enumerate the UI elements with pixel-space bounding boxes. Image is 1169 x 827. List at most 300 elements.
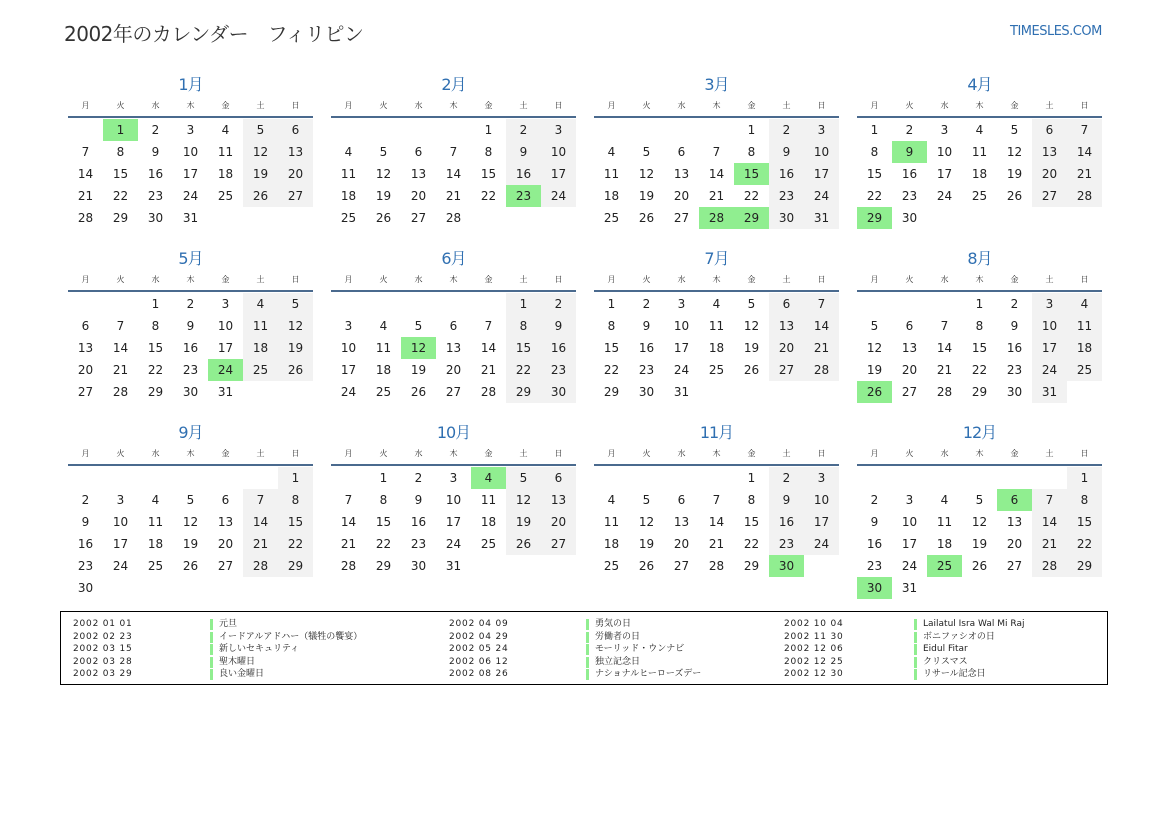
day-cell: 24 (445, 537, 462, 551)
day-cell: 22 (506, 359, 541, 381)
day-cell: 26 (375, 211, 392, 225)
day-cell: 21 (804, 337, 839, 359)
day-cell: 15 (112, 167, 129, 181)
weekday-label: 月 (607, 275, 616, 284)
weekday-header (857, 98, 1102, 118)
weekday-label: 月 (81, 449, 90, 458)
day-cell: 24 (673, 363, 690, 377)
day-cell: 10 (541, 141, 576, 163)
month-calendar (857, 72, 1102, 246)
day-cell: 13 (445, 341, 462, 355)
day-cell: 6 (677, 493, 686, 507)
weekday-label: 土 (782, 449, 791, 458)
day-cell: 5 (278, 293, 313, 315)
day-grid (68, 467, 313, 599)
day-cell: 25 (243, 359, 278, 381)
holiday-day-cell: 23 (506, 185, 541, 207)
month-calendar (331, 246, 576, 420)
weekday-header (331, 98, 576, 118)
holiday-date: 2002 02 23 (73, 631, 133, 642)
day-cell: 1 (484, 123, 493, 137)
day-cell: 25 (603, 211, 620, 225)
weekday-header (594, 446, 839, 466)
weekday-header (857, 272, 1102, 292)
holiday-name: 新しいセキュリティ (210, 644, 299, 655)
day-cell: 18 (375, 363, 392, 377)
weekday-header (857, 446, 1102, 466)
day-grid (68, 119, 313, 229)
day-cell: 1 (870, 123, 879, 137)
day-cell: 1 (506, 293, 541, 315)
legend-row (784, 618, 1025, 631)
weekday-label: 日 (1080, 275, 1089, 284)
day-cell: 16 (410, 515, 427, 529)
day-cell: 27 (217, 559, 234, 573)
holiday-date: 2002 04 29 (449, 631, 509, 642)
day-cell: 22 (743, 189, 760, 203)
day-cell: 25 (340, 211, 357, 225)
day-cell: 24 (936, 189, 953, 203)
holiday-name: リサール記念日 (914, 669, 986, 680)
weekday-label: 土 (1045, 449, 1054, 458)
weekday-label: 木 (975, 449, 984, 458)
weekday-label: 水 (677, 275, 686, 284)
empty-cell (927, 293, 962, 315)
day-cell: 10 (901, 515, 918, 529)
day-grid (594, 119, 839, 229)
day-cell: 12 (638, 515, 655, 529)
day-cell: 3 (541, 119, 576, 141)
day-cell: 4 (975, 123, 984, 137)
legend-column-3 (784, 618, 1025, 681)
empty-cell (138, 467, 173, 489)
day-cell: 18 (603, 537, 620, 551)
legend-row (449, 656, 641, 669)
day-cell: 1 (975, 297, 984, 311)
day-cell: 6 (1032, 119, 1067, 141)
weekday-label: 日 (291, 449, 300, 458)
day-cell: 18 (480, 515, 497, 529)
day-cell: 27 (445, 385, 462, 399)
month-title: 11月 (699, 423, 734, 442)
day-cell: 3 (449, 471, 458, 485)
day-cell: 25 (480, 537, 497, 551)
day-cell: 23 (410, 537, 427, 551)
weekday-label: 金 (221, 275, 230, 284)
day-cell: 29 (112, 211, 129, 225)
day-cell: 22 (971, 363, 988, 377)
month-calendar (857, 420, 1102, 594)
day-cell: 17 (804, 163, 839, 185)
weekday-label: 水 (151, 101, 160, 110)
day-cell: 24 (112, 559, 129, 573)
day-cell: 5 (414, 319, 423, 333)
weekday-label: 月 (344, 275, 353, 284)
holiday-date: 2002 05 24 (449, 644, 509, 654)
site-link[interactable]: TIMESLES.COM (1010, 24, 1102, 39)
day-cell: 29 (743, 559, 760, 573)
day-grid (594, 293, 839, 403)
weekday-label: 木 (186, 101, 195, 110)
day-cell: 17 (217, 341, 234, 355)
holiday-day-cell: 4 (471, 467, 506, 489)
empty-cell (68, 119, 103, 141)
day-cell: 12 (278, 315, 313, 337)
day-cell: 15 (278, 511, 313, 533)
weekday-label: 月 (344, 449, 353, 458)
day-cell: 13 (673, 515, 690, 529)
day-cell: 28 (1067, 185, 1102, 207)
month-title: 8月 (967, 249, 992, 268)
day-cell: 24 (340, 385, 357, 399)
day-cell: 2 (870, 493, 879, 507)
day-cell: 11 (217, 145, 234, 159)
day-cell: 3 (116, 493, 125, 507)
weekday-label: 火 (379, 449, 388, 458)
day-cell: 14 (77, 167, 94, 181)
day-cell: 2 (541, 293, 576, 315)
day-cell: 7 (484, 319, 493, 333)
day-cell: 8 (506, 315, 541, 337)
day-cell: 2 (151, 123, 160, 137)
day-cell: 14 (1067, 141, 1102, 163)
holiday-date: 2002 12 25 (784, 656, 844, 667)
weekday-label: 水 (940, 101, 949, 110)
day-cell: 15 (743, 515, 760, 529)
day-cell: 12 (971, 515, 988, 529)
day-cell: 12 (743, 319, 760, 333)
day-cell: 12 (1006, 145, 1023, 159)
day-cell: 27 (769, 359, 804, 381)
day-grid (594, 467, 839, 577)
holiday-date: 2002 01 01 (73, 619, 133, 629)
day-cell: 5 (975, 493, 984, 507)
day-cell: 31 (1032, 381, 1067, 403)
day-cell: 26 (410, 385, 427, 399)
day-cell: 23 (1006, 363, 1023, 377)
day-cell: 22 (480, 189, 497, 203)
day-cell: 11 (480, 493, 497, 507)
day-cell: 18 (971, 167, 988, 181)
day-cell: 28 (936, 385, 953, 399)
day-cell: 17 (901, 537, 918, 551)
holiday-name: モーリッド・ウンナビ (586, 644, 684, 655)
day-cell: 14 (936, 341, 953, 355)
day-cell: 11 (147, 515, 164, 529)
day-cell: 5 (379, 145, 388, 159)
day-cell: 13 (217, 515, 234, 529)
holiday-day-cell: 29 (857, 207, 892, 229)
day-cell: 21 (480, 363, 497, 377)
empty-cell (436, 119, 471, 141)
empty-cell (892, 467, 927, 489)
day-cell: 3 (221, 297, 230, 311)
weekday-label: 木 (975, 275, 984, 284)
day-cell: 5 (1010, 123, 1019, 137)
weekday-header (68, 272, 313, 292)
day-cell: 1 (747, 123, 756, 137)
weekday-label: 木 (449, 275, 458, 284)
day-cell: 29 (971, 385, 988, 399)
day-cell: 7 (804, 293, 839, 315)
day-cell: 8 (116, 145, 125, 159)
holiday-name: ナショナルヒーローズデー (586, 669, 701, 680)
day-cell: 5 (870, 319, 879, 333)
weekday-label: 水 (940, 275, 949, 284)
day-cell: 31 (182, 211, 199, 225)
weekday-label: 木 (712, 449, 721, 458)
weekday-header (331, 272, 576, 292)
weekday-label: 木 (449, 101, 458, 110)
day-cell: 15 (603, 341, 620, 355)
weekday-label: 金 (1010, 449, 1019, 458)
legend-row (784, 643, 968, 656)
day-cell: 14 (708, 167, 725, 181)
day-cell: 26 (743, 363, 760, 377)
day-cell: 9 (642, 319, 651, 333)
holiday-name: 勇気の日 (586, 619, 631, 630)
day-cell: 23 (147, 189, 164, 203)
day-cell: 27 (1032, 185, 1067, 207)
day-cell: 13 (278, 141, 313, 163)
holiday-date: 2002 12 30 (784, 669, 844, 679)
day-cell: 18 (708, 341, 725, 355)
day-cell: 28 (708, 559, 725, 573)
weekday-label: 土 (1045, 275, 1054, 284)
page-title: 2002年のカレンダー フィリピン (64, 22, 364, 46)
day-cell: 23 (638, 363, 655, 377)
day-cell: 3 (940, 123, 949, 137)
day-cell: 31 (217, 385, 234, 399)
weekday-label: 火 (642, 275, 651, 284)
legend-row (73, 656, 256, 669)
day-cell: 9 (870, 515, 879, 529)
empty-cell (208, 467, 243, 489)
day-cell: 8 (484, 145, 493, 159)
day-cell: 25 (971, 189, 988, 203)
day-cell: 11 (375, 341, 392, 355)
day-cell: 21 (936, 363, 953, 377)
holiday-date: 2002 04 09 (449, 619, 509, 629)
day-cell: 26 (182, 559, 199, 573)
weekday-label: 日 (817, 275, 826, 284)
weekday-label: 金 (1010, 275, 1019, 284)
empty-cell (68, 467, 103, 489)
weekday-label: 土 (256, 275, 265, 284)
day-cell: 14 (445, 167, 462, 181)
holiday-day-cell: 26 (857, 381, 892, 403)
weekday-label: 金 (221, 101, 230, 110)
day-cell: 12 (182, 515, 199, 529)
day-cell: 20 (769, 337, 804, 359)
weekday-label: 日 (554, 101, 563, 110)
holiday-day-cell: 12 (401, 337, 436, 359)
day-cell: 5 (186, 493, 195, 507)
weekday-label: 土 (519, 101, 528, 110)
day-cell: 8 (747, 493, 756, 507)
legend-column-2 (449, 618, 702, 681)
legend-row (784, 668, 986, 681)
day-cell: 4 (344, 145, 353, 159)
weekday-label: 月 (870, 101, 879, 110)
weekday-label: 日 (817, 449, 826, 458)
day-cell: 15 (506, 337, 541, 359)
empty-cell (594, 119, 629, 141)
weekday-label: 金 (484, 101, 493, 110)
day-cell: 11 (936, 515, 953, 529)
day-cell: 25 (217, 189, 234, 203)
day-cell: 29 (1067, 555, 1102, 577)
day-cell: 7 (712, 145, 721, 159)
empty-cell (629, 467, 664, 489)
day-cell: 19 (638, 537, 655, 551)
day-cell: 9 (1010, 319, 1019, 333)
month-calendar (594, 246, 839, 420)
day-cell: 23 (182, 363, 199, 377)
day-cell: 3 (344, 319, 353, 333)
day-grid (331, 119, 576, 229)
day-cell: 21 (1067, 163, 1102, 185)
day-cell: 31 (901, 581, 918, 595)
weekday-label: 土 (519, 449, 528, 458)
weekday-label: 土 (1045, 101, 1054, 110)
legend-row (73, 643, 300, 656)
month-calendar (68, 72, 313, 246)
day-cell: 25 (708, 363, 725, 377)
weekday-label: 火 (379, 275, 388, 284)
day-cell: 17 (541, 163, 576, 185)
day-cell: 2 (81, 493, 90, 507)
day-cell: 10 (112, 515, 129, 529)
day-cell: 1 (607, 297, 616, 311)
weekday-label: 日 (291, 101, 300, 110)
day-cell: 21 (243, 533, 278, 555)
empty-cell (594, 467, 629, 489)
holiday-day-cell: 6 (997, 489, 1032, 511)
day-cell: 21 (708, 189, 725, 203)
day-cell: 3 (677, 297, 686, 311)
day-cell: 6 (677, 145, 686, 159)
day-cell: 30 (410, 559, 427, 573)
empty-cell (699, 467, 734, 489)
day-cell: 27 (410, 211, 427, 225)
weekday-header (594, 98, 839, 118)
legend-column-1 (73, 618, 363, 681)
weekday-label: 水 (151, 449, 160, 458)
day-cell: 7 (116, 319, 125, 333)
day-cell: 24 (182, 189, 199, 203)
day-cell: 8 (151, 319, 160, 333)
day-cell: 21 (77, 189, 94, 203)
day-cell: 22 (375, 537, 392, 551)
day-cell: 28 (480, 385, 497, 399)
day-cell: 17 (112, 537, 129, 551)
weekday-label: 日 (817, 101, 826, 110)
day-cell: 15 (480, 167, 497, 181)
day-cell: 16 (1006, 341, 1023, 355)
holiday-date: 2002 08 26 (449, 669, 509, 679)
day-cell: 6 (221, 493, 230, 507)
day-cell: 31 (804, 207, 839, 229)
empty-cell (1032, 467, 1067, 489)
month-title: 4月 (967, 75, 992, 94)
day-cell: 20 (217, 537, 234, 551)
day-cell: 6 (769, 293, 804, 315)
holiday-day-cell: 9 (892, 141, 927, 163)
day-cell: 28 (112, 385, 129, 399)
month-title: 3月 (704, 75, 729, 94)
month-calendar (68, 420, 313, 594)
day-grid (857, 467, 1102, 599)
day-cell: 30 (1006, 385, 1023, 399)
day-cell: 5 (243, 119, 278, 141)
day-cell: 16 (901, 167, 918, 181)
day-cell: 2 (642, 297, 651, 311)
day-cell: 16 (182, 341, 199, 355)
day-cell: 21 (340, 537, 357, 551)
day-cell: 17 (804, 511, 839, 533)
empty-cell (68, 293, 103, 315)
day-cell: 28 (1032, 555, 1067, 577)
day-cell: 10 (1032, 315, 1067, 337)
holiday-day-cell: 30 (769, 555, 804, 577)
legend-row (73, 631, 363, 644)
day-cell: 20 (673, 189, 690, 203)
weekday-label: 月 (607, 449, 616, 458)
month-title: 1月 (178, 75, 203, 94)
day-cell: 10 (804, 489, 839, 511)
day-cell: 11 (340, 167, 357, 181)
month-calendar (331, 420, 576, 594)
holiday-day-cell: 15 (734, 163, 769, 185)
day-cell: 3 (804, 467, 839, 489)
day-cell: 1 (379, 471, 388, 485)
day-cell: 18 (603, 189, 620, 203)
day-cell: 8 (870, 145, 879, 159)
day-cell: 22 (278, 533, 313, 555)
day-cell: 4 (712, 297, 721, 311)
day-cell: 21 (1032, 533, 1067, 555)
day-cell: 24 (901, 559, 918, 573)
empty-cell (366, 293, 401, 315)
day-cell: 2 (905, 123, 914, 137)
month-calendar (594, 420, 839, 594)
day-cell: 14 (243, 511, 278, 533)
day-cell: 20 (77, 363, 94, 377)
empty-cell (997, 467, 1032, 489)
day-cell: 3 (1032, 293, 1067, 315)
day-cell: 21 (112, 363, 129, 377)
weekday-label: 木 (975, 101, 984, 110)
month-calendar (68, 246, 313, 420)
day-cell: 13 (901, 341, 918, 355)
day-cell: 3 (804, 119, 839, 141)
day-cell: 17 (340, 363, 357, 377)
empty-cell (962, 467, 997, 489)
day-cell: 29 (147, 385, 164, 399)
weekday-label: 火 (642, 449, 651, 458)
day-cell: 18 (243, 337, 278, 359)
month-title: 9月 (178, 423, 203, 442)
day-cell: 25 (1067, 359, 1102, 381)
day-cell: 2 (414, 471, 423, 485)
day-cell: 21 (445, 189, 462, 203)
legend-row (73, 668, 265, 681)
holiday-day-cell: 25 (927, 555, 962, 577)
legend-row (784, 631, 995, 644)
weekday-label: 水 (151, 275, 160, 284)
day-cell: 10 (673, 319, 690, 333)
